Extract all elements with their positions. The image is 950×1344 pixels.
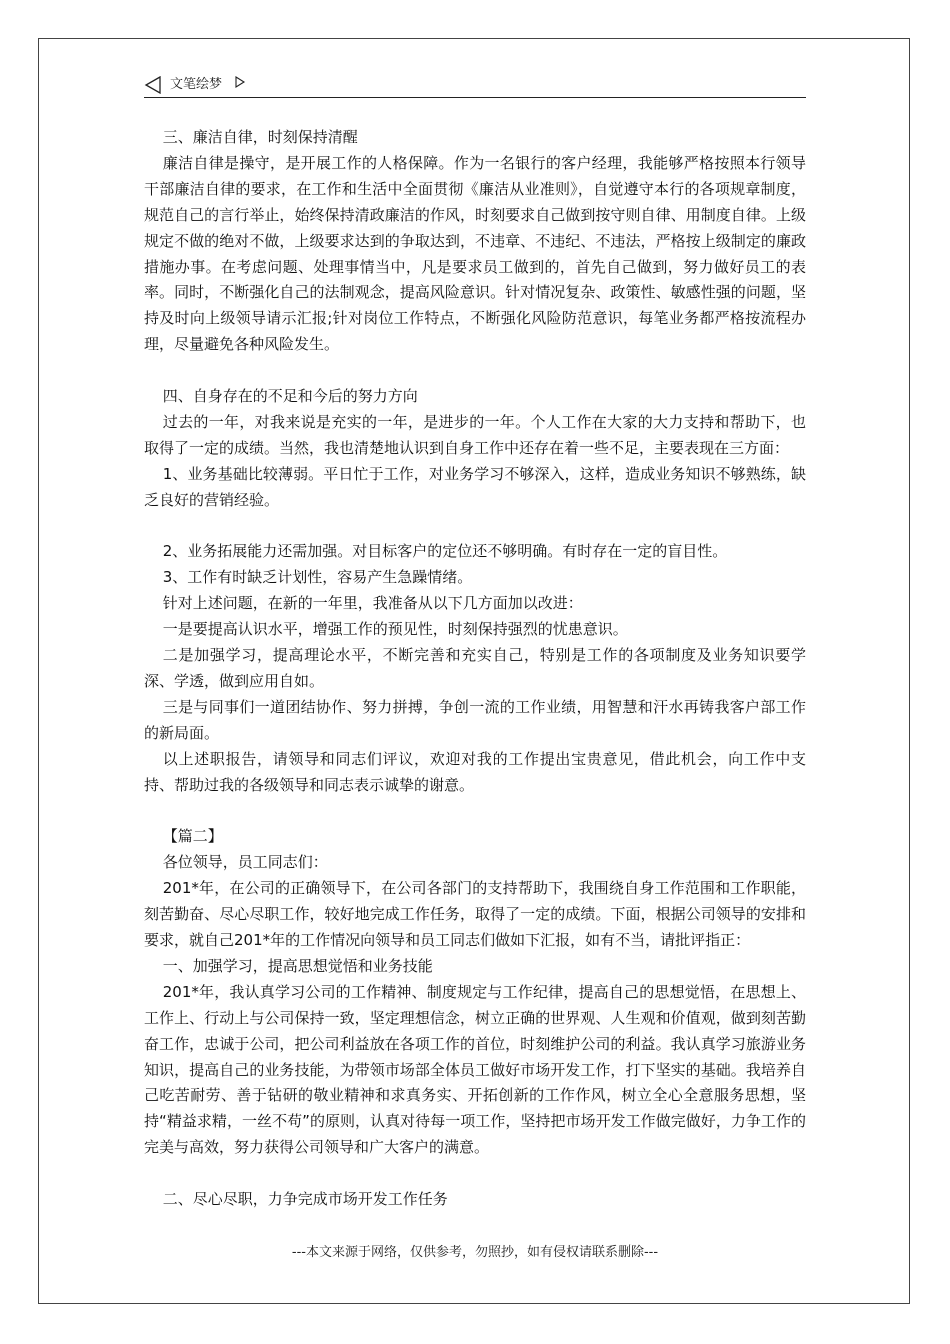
- blank-line: [144, 1161, 806, 1187]
- blank-line: [144, 358, 806, 384]
- paragraph: 二是加强学习，提高理论水平，不断完善和充实自己，特别是工作的各项制度及业务知识要学深、学透，做到应用自如。: [144, 646, 806, 690]
- blank-line: [144, 514, 806, 540]
- header-title: 文笔绘梦: [170, 77, 223, 92]
- footer-disclaimer: ---本文来源于网络，仅供参考，勿照抄，如有侵权请联系删除---: [291, 1245, 659, 1260]
- paragraph: 201*年，我认真学习公司的工作精神、制度规定与工作纪律，提高自己的思想觉悟，在思想上、工作上、行动上与公司保持一致，坚定理想信念，树立正确的世界观、人生观和价值观，做到刻苦勤奋工作，忠诚于公司，把公司利益放在各项工作的首位，时刻维护公司的利益。我认真学习旅游业务知识，提高自己的业务技能，为带领市场部全体员工做好市场开发工作，打下坚实的基础。我培养自己吃苦耐劳、善于钻研的敬业精神和求真务实、开拓创新的工作作风，树立全心全意服务思想，坚持“精益求精，一丝不苟”的原则，认真对待每一项工作，坚持把市场开发工作做完做好，力争工作的完美与高效，努力获得公司领导和广大客户的满意。: [144, 982, 806, 1157]
- paragraph: 1、业务基础比较薄弱。平日忙于工作，对业务学习不够深入，这样，造成业务知识不够熟练，缺乏良好的营销经验。: [144, 464, 806, 509]
- paragraph: 一是要提高认识水平，增强工作的预见性，时刻保持强烈的忧患意识。: [162, 620, 628, 639]
- left-triangle-icon: [144, 76, 162, 94]
- section-heading: 一、加强学习，提高思想觉悟和业务技能: [162, 956, 433, 975]
- part-heading: 【篇二】: [162, 827, 223, 846]
- section-heading: 四、自身存在的不足和今后的努力方向: [162, 387, 418, 406]
- right-triangle-icon: [234, 75, 246, 89]
- blank-line: [144, 799, 806, 825]
- section-heading: 二、尽心尽职，力争完成市场开发工作任务: [162, 1190, 448, 1209]
- paragraph: 3、工作有时缺乏计划性，容易产生急躁情绪。: [162, 568, 473, 587]
- document-body: [144, 125, 806, 1213]
- paragraph: 针对上述问题，在新的一年里，我准备从以下几方面加以改进：: [162, 594, 583, 613]
- page-header: [144, 72, 806, 98]
- paragraph: 2、业务拓展能力还需加强。对目标客户的定位还不够明确。有时存在一定的盲目性。: [162, 542, 728, 561]
- paragraph: 以上述职报告，请领导和同志们评议，欢迎对我的工作提出宝贵意见，借此机会，向工作中支持、帮助过我的各级领导和同志表示诚挚的谢意。: [144, 749, 806, 794]
- section-heading: 三、廉洁自律，时刻保持清醒: [162, 128, 358, 146]
- paragraph: 廉洁自律是操守，是开展工作的人格保障。作为一名银行的客户经理，我能够严格按照本行领导干部廉洁自律的要求，在工作和生活中全面贯彻《廉洁从业准则》，自觉遵守本行的各项规章制度，规范自己的言行举止，始终保持清政廉洁的作风，时刻要求自己做到按守则自律、用制度自律。上级规定不做的绝对不做，上级要求达到的争取达到，不违章、不违纪、不违法，严格按上级制定的廉政措施办事。在考虑问题、处理事情当中，凡是要求员工做到的，首先自己做到，努力做好员工的表率。同时，不断强化自己的法制观念，提高风险意识。针对情况复杂、政策性、敏感性强的问题，坚持及时向上级领导请示汇报;针对岗位工作特点，不断强化风险防范意识，每笔业务都严格按流程办理，尽量避免各种风险发生。: [144, 153, 806, 354]
- paragraph: 201*年，在公司的正确领导下，在公司各部门的支持帮助下，我围绕自身工作范围和工作职能，刻苦勤奋、尽心尽职工作，较好地完成工作任务，取得了一定的成绩。下面，根据公司领导的安排和要求，就自己201*年的工作情况向领导和员工同志们做如下汇报，如有不当，请批评指正：: [144, 879, 806, 950]
- paragraph: 过去的一年，对我来说是充实的一年，是进步的一年。个人工作在大家的大力支持和帮助下，也取得了一定的成绩。当然，我也清楚地认识到自身工作中还存在着一些不足，主要表现在三方面：: [144, 412, 806, 457]
- paragraph: 三是与同事们一道团结协作、努力拼搏，争创一流的工作业绩，用智慧和汗水再铸我客户部工作的新局面。: [144, 697, 806, 742]
- header-divider: [144, 97, 806, 98]
- salutation: 各位领导，员工同志们：: [162, 853, 328, 872]
